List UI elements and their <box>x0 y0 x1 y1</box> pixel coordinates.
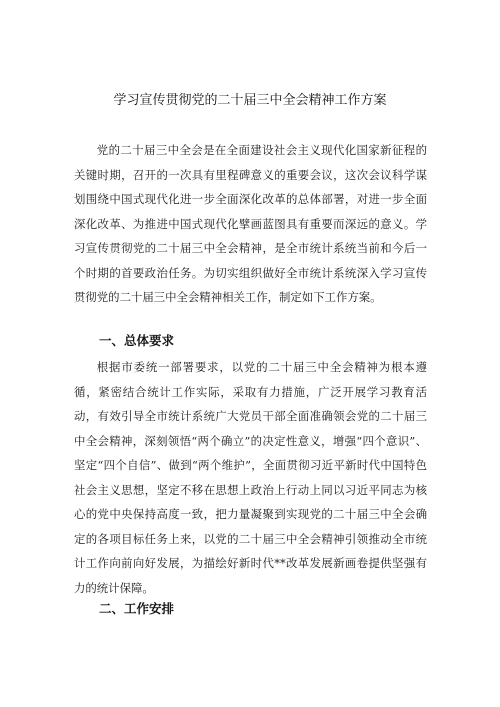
intro-paragraph: 党的二十届三中全会是在全面建设社会主义现代化国家新征程的关键时期，召开的一次具有里程碑意义的重要会议，这次会议科学谋划围绕中国式现代化进一步全面深化改革的总体部署，对进一步全面深化改革、为推进中国式现代化擘画蓝图具有重要而深远的意义。学习宣传贯彻党的二十届三中全会精神，是全市统计系统当前和今后一个时期的首要政治任务。为切实组织做好全市统计系统深入学习宣传贯彻党的二十届三中全会精神相关工作，制定如下工作方案。 <box>74 143 427 304</box>
section-heading-work-arrangements: 二、工作安排 <box>99 601 175 616</box>
document-title: 学习宣传贯彻党的二十届三中全会精神工作方案 <box>113 93 387 108</box>
section-heading-general-requirements: 一、总体要求 <box>99 333 175 348</box>
general-requirements-paragraph: 根据市委统一部署要求，以党的二十届三中全会精神为根本遵循，紧密结合统计工作实际，采取有力措施，广泛开展学习教育活动，有效引导全市统计系统广大党员干部全面准确领会党的二十届三中全会精神，深刻领悟“两个确立”的决定性意义，增强“四个意识”、坚定“四个自信”、做到“两个维护”，全面贯彻习近平新时代中国特色社会主义思想，坚定不移在思想上政治上行动上同以习近平同志为核心的党中央保持高度一致，把力量凝聚到实现党的二十届三中全会确定的各项目标任务上来，以党的二十届三中全会精神引领推动全市统计工作向前向好发展，为描绘好新时代**改革发展新画卷提供坚强有力的统计保障。 <box>74 360 427 595</box>
